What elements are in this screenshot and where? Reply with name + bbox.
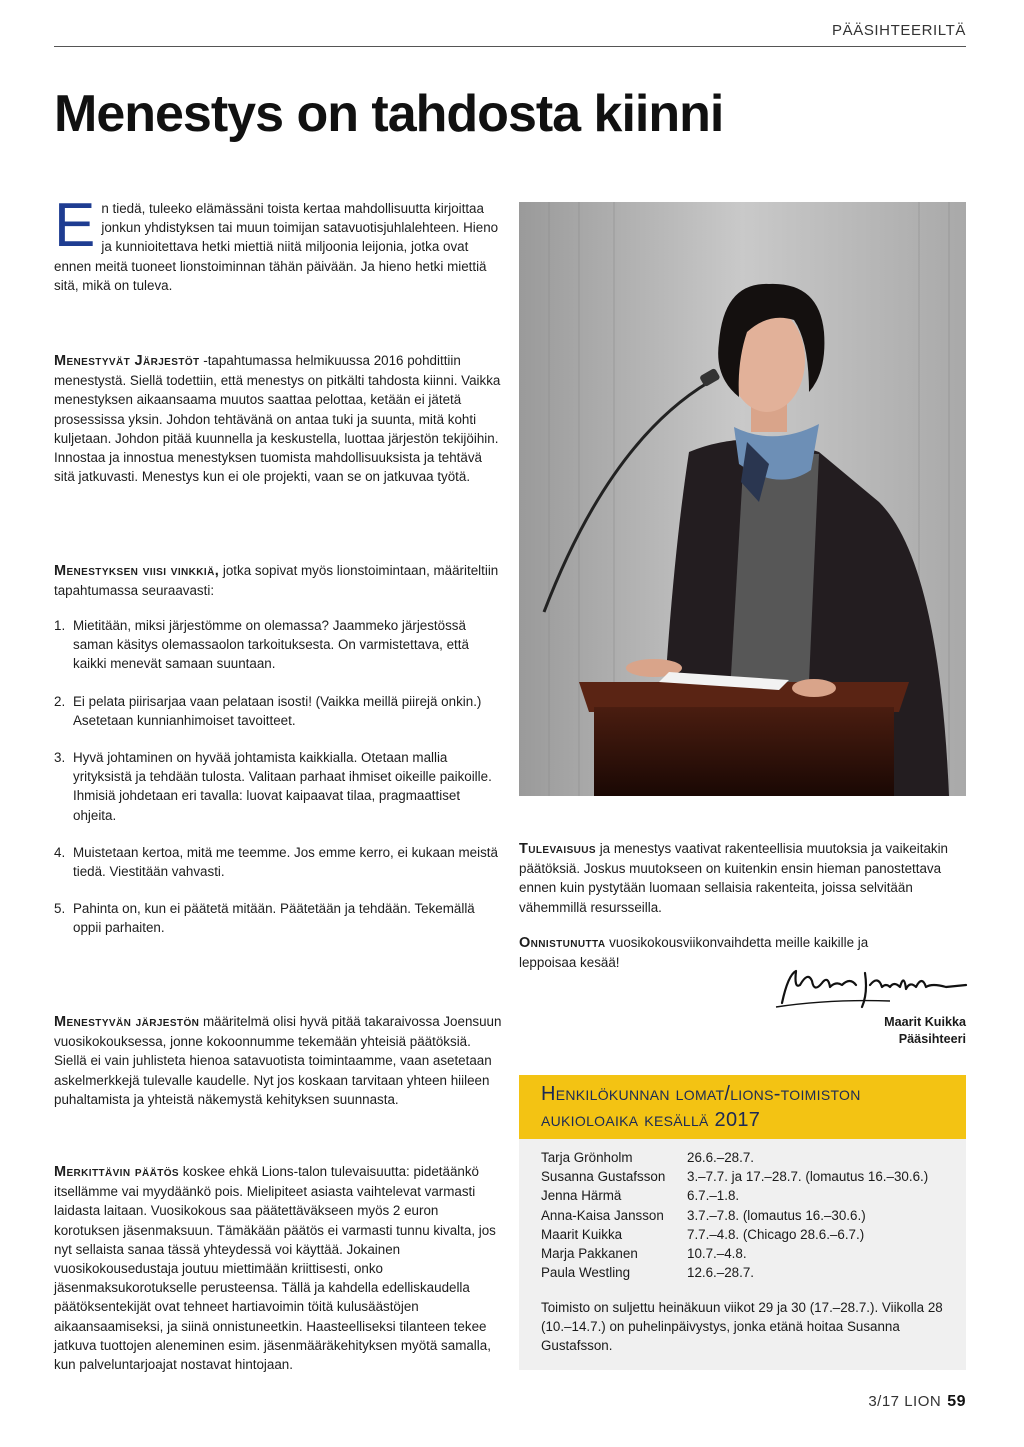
staff-name: Anna-Kaisa Jansson	[541, 1207, 664, 1223]
list-text: Mietitään, miksi järjestömme on olemassa? Jaammeko järjestössä saman käsitys olemassaolon tarkoituksesta. On varmistettava, että kaikki menevät samaan suuntaan.	[73, 618, 469, 672]
list-text: Hyvä johtaminen on hyvää johtamista kaikkialla. Otetaan mallia yrityksistä ja tehdään tulosta. Valitaan parhaat ihmiset oikeille paikoille. Ihmisiä johdetaan eri tavalla: luovat kaipaavat tilaa, pragmaattiset ohjeita.	[73, 750, 492, 823]
kicker: Onnistunutta	[519, 935, 606, 951]
speaker-photo	[519, 202, 966, 796]
dropcap: E	[54, 191, 96, 260]
article-headline: Menestys on tahdosta kiinni	[54, 85, 724, 143]
staff-list	[541, 1148, 928, 1282]
intro-text: n tiedä, tuleeko elämässäni toista kertaa mahdollisuutta kirjoittaa jonkun yhdistyksen tai muun toimijan satavuotisjuhlalehteen. Hieno ja kunnioitettava hetki miettiä niitä miljoonia leijonia, jotka ovat ennen meitä tuoneet lionstoiminnan tähän päivään. Ja hieno hetki miettiä sitä, mikä on tuleva.	[54, 201, 499, 293]
office-hours-note: Toimisto on suljettu heinäkuun viikot 29 ja 30 (17.–28.7.). Viikolla 28 (10.–14.7.) on puhelinpäivystys, jonka etänä hoitaa Susanna Gustafsson.	[541, 1300, 943, 1354]
list-text: Pahinta on, kun ei päätetä mitään. Päätetään ja tehdään. Tekemällä oppii parhaiten.	[73, 901, 475, 936]
list-text: Ei pelata piirisarjaa vaan pelataan isosti! (Vaikka meillä piirejä onkin.) Asetetaan kunnianhimoiset tavoitteet.	[73, 693, 482, 728]
paragraph-text: ja menestys vaativat rakenteellisia muutoksia ja vaikeitakin päätöksiä. Joskus muutokseen on kuitenkin ensin hieman panostettava ennen kuin pystytään luomaan sellaisia rakenteita, joissa selvitään vähemmillä resursseilla.	[519, 841, 949, 915]
staff-name: Tarja Grönholm	[541, 1150, 633, 1165]
paragraph-merkittavin-paatos	[54, 1162, 504, 1374]
magazine-name: LION	[904, 1393, 942, 1410]
kicker: Merkittävin päätös	[54, 1164, 179, 1180]
list-item	[54, 843, 504, 881]
handwritten-signature	[770, 963, 970, 1013]
signature-block	[884, 1014, 966, 1048]
box-heading	[519, 1075, 966, 1139]
list-item	[54, 692, 504, 730]
staff-dates: 3.7.–7.8. (lomautus 16.–30.6.)	[687, 1207, 866, 1223]
list-number: 3.	[54, 750, 66, 766]
staff-row	[541, 1225, 928, 1244]
list-number: 4.	[54, 844, 66, 860]
page-number: 59	[947, 1393, 966, 1410]
page-folio	[868, 1393, 966, 1411]
paragraph-tulevaisuus	[519, 839, 966, 917]
paragraph-text: määritelmä olisi hyvä pitää takaraivossa Joensuun vuosikokouksessa, jonne kokoonnumme tekemään yhteisiä päätöksiä. Siellä ei vain juhlisteta hienoa satavuotista toimintaamme, vaan asetetaan askelmerkkejä tulevalle kaudelle. Nyt jos koskaan tarvitaan yhteen hiileen puhaltamista ja yhteistä näkemystä kehityksen suunnasta.	[54, 1014, 502, 1107]
staff-row	[541, 1167, 928, 1186]
staff-row	[541, 1244, 928, 1263]
header-rule	[54, 46, 966, 47]
staff-row	[541, 1263, 928, 1282]
paragraph-text: jotka sopivat myös lionstoimintaan, määriteltiin tapahtumassa seuraavasti:	[54, 563, 499, 599]
intro-paragraph	[54, 191, 504, 295]
box-title-line-1: Henkilökunnan lomat/lions-toimiston	[541, 1083, 861, 1105]
section-label: PÄÄSIHTEERILTÄ	[832, 22, 966, 39]
staff-row	[541, 1148, 928, 1167]
paragraph-menestyvan-jarjeston	[54, 1012, 504, 1109]
paragraph-text: koskee ehkä Lions-talon tulevaisuutta: pidetäänkö itsellämme vai myydäänkö pois. Mielipiteet asiasta vaihtelevat varmasti laidasta laitaan. Vuosikokous saa päätettäväkseen myös 2 euron korotuksen jäsenmaksuun. Tämäkään päätös ei varmasti tunnu kivalta, jos nyt sellaista sanaa tässä yhteydessä voi käyttää. Jokainen vuosikokousedustaja joutuu miettimään kriittisesti, onko jäsenmaksukorotukselle perusteensa. Tällä ja kahdella edelliskaudella päätöksentekijät ovat tehneet hartiavoimin töitä kulusäästöjen aikaansaamiseksi, ja siinä onnistuneetkin. Haasteelliseksi tilanteen tekee jatkuva tuottojen aleneminen esim. jäsenmääräkehityksen myötä samalla, kun palveluntarjoajat nostavat hintojaan.	[54, 1164, 496, 1373]
staff-name: Paula Westling	[541, 1265, 631, 1281]
staff-row	[541, 1186, 928, 1205]
kicker: Tulevaisuus	[519, 841, 596, 857]
staff-holidays-box	[519, 1075, 966, 1370]
staff-row	[541, 1206, 928, 1225]
box-title-line-2: aukioloaika kesällä 2017	[541, 1109, 761, 1131]
staff-dates: 6.7.–1.8.	[687, 1188, 740, 1204]
list-number: 5.	[54, 901, 66, 917]
list-item	[54, 616, 504, 674]
list-item	[54, 748, 504, 825]
staff-name: Maarit Kuikka	[541, 1226, 623, 1242]
staff-dates: 7.7.–4.8. (Chicago 28.6.–6.7.)	[687, 1226, 865, 1242]
kicker: Menestyvän järjestön	[54, 1014, 200, 1030]
signer-title: Pääsihteeri	[898, 1032, 966, 1046]
paragraph-menestyvat-jarjestot	[54, 351, 504, 486]
staff-dates: 12.6.–28.7.	[687, 1265, 755, 1281]
list-number: 1.	[54, 618, 66, 633]
kicker: Menestyksen viisi vinkkiä,	[54, 563, 220, 579]
list-number: 2.	[54, 693, 66, 709]
staff-name: Susanna Gustafsson	[541, 1169, 666, 1185]
staff-dates: 26.6.–28.7.	[687, 1150, 755, 1165]
staff-name: Marja Pakkanen	[541, 1246, 638, 1262]
signer-name: Maarit Kuikka	[884, 1015, 966, 1029]
staff-dates: 10.7.–4.8.	[687, 1246, 747, 1262]
paragraph-text: vuosikokousviikonvaihdetta meille kaikille ja leppoisaa kesää!	[519, 935, 869, 971]
list-item	[54, 899, 504, 937]
paragraph-viisi-vinkkia	[54, 561, 504, 600]
tips-list	[54, 616, 504, 956]
staff-dates: 3.–7.7. ja 17.–28.7. (lomautus 16.–30.6.)	[687, 1169, 929, 1185]
list-text: Muistetaan kertoa, mitä me teemme. Jos emme kerro, ei kukaan meistä tiedä. Viestitään vahvasti.	[73, 844, 498, 880]
staff-name: Jenna Härmä	[541, 1188, 622, 1204]
paragraph-text: -tapahtumassa helmikuussa 2016 pohdittiin menestystä. Siellä todettiin, että menestys on pitkälti tahdosta kiinni. Vaikka menestyksen aikaansaama muutos saattaa pelottaa, ketään ei jätetä prosessissa yksin. Johdon tehtävänä on antaa tuki ja suunta, mitä kohti kuljetaan. Johdon pitää kuunnella ja keskustella, luottaa järjestön tekijöihin. Innostaa ja innostua menestyksen tuomista mahdollisuuksista ja tehtävä sitä jatkuvasti. Menestys kun ei ole projekti, vaan se on jatkuvaa työtä.	[54, 353, 501, 485]
issue-number: 3/17	[868, 1393, 900, 1410]
kicker: Menestyvät Järjestöt	[54, 353, 200, 369]
